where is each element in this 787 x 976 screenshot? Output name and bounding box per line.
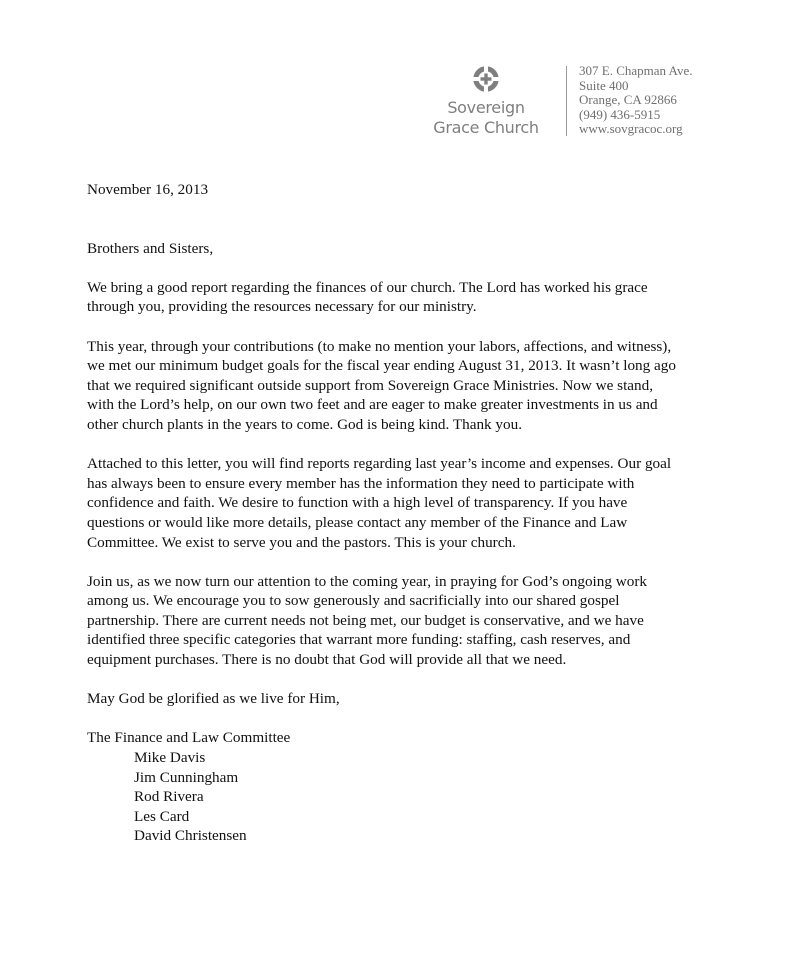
signer-name: Les Card: [134, 807, 190, 825]
committee-name: The Finance and Law Committee: [87, 729, 291, 747]
paragraph-coming-year: [87, 572, 707, 670]
signer-name: Rod Rivera: [134, 788, 204, 806]
paragraph-line: This year, through your contributions (to make no mention your labors, affections, and witness),: [87, 337, 672, 355]
closing: May God be glorified as we live for Him,: [87, 690, 340, 708]
organization-name: [418, 98, 554, 138]
paragraph-line: that we required significant outside support from Sovereign Grace Ministries. Now we stand,: [87, 376, 654, 394]
org-name-line-1: Sovereign: [447, 98, 525, 117]
paragraph-line: identified three specific categories that warrant more funding: staffing, cash reserves, and: [87, 631, 631, 649]
paragraph-line: questions or would like more details, please contact any member of the Finance and Law: [87, 513, 628, 531]
cross-in-circle-icon: [473, 66, 499, 92]
paragraph-attached-reports: [87, 454, 707, 552]
signer-name: Mike Davis: [134, 749, 206, 767]
letter-body: [87, 180, 707, 846]
paragraph-line: confidence and faith. We desire to function with a high level of transparency. If you have: [87, 494, 628, 512]
paragraph-line: with the Lord’s help, on our own two feet and are eager to make greater investments in us and: [87, 396, 658, 414]
signer-name: David Christensen: [134, 827, 247, 845]
letterhead-divider: [566, 66, 567, 136]
salutation: Brothers and Sisters,: [87, 239, 214, 257]
address-block: [579, 64, 693, 137]
paragraph-line: Attached to this letter, you will find reports regarding last year’s income and expenses. Our goal: [87, 455, 672, 473]
signer-name: Jim Cunningham: [134, 768, 239, 786]
address-city: Orange, CA 92866: [579, 92, 677, 108]
letterhead: [0, 0, 787, 150]
address-website: www.sovgracoc.org: [579, 121, 683, 137]
paragraph-line: equipment purchases. There is no doubt that God will provide all that we need.: [87, 651, 567, 669]
paragraph-line: Committee. We exist to serve you and the pastors. This is your church.: [87, 533, 516, 551]
paragraph-line: Join us, as we now turn our attention to the coming year, in praying for God’s ongoing work: [87, 572, 647, 590]
paragraph-line: among us. We encourage you to sow generously and sacrificially into our shared gospel: [87, 592, 620, 610]
paragraph-line: we met our minimum budget goals for the fiscal year ending August 31, 2013. It wasn’t long ago: [87, 357, 676, 375]
signer-list: [87, 748, 707, 846]
org-name-line-2: Grace Church: [433, 118, 539, 137]
letter-date: November 16, 2013: [87, 181, 209, 198]
paragraph-line: We bring a good report regarding the finances of our church. The Lord has worked his grace: [87, 278, 648, 296]
address-phone: (949) 436-5915: [579, 106, 661, 122]
address-street: 307 E. Chapman Ave.: [579, 63, 693, 78]
paragraph-finances-report: [87, 278, 707, 317]
address-suite: Suite 400: [579, 77, 629, 93]
paragraph-line: other church plants in the years to come. God is being kind. Thank you.: [87, 415, 523, 433]
paragraph-line: partnership. There are current needs not being met, our budget is conservative, and we have: [87, 611, 644, 629]
paragraph-line: through you, providing the resources necessary for our ministry.: [87, 298, 477, 316]
paragraph-budget-goals: [87, 337, 707, 435]
paragraph-line: has always been to ensure every member has the information they need to participate with: [87, 474, 635, 492]
